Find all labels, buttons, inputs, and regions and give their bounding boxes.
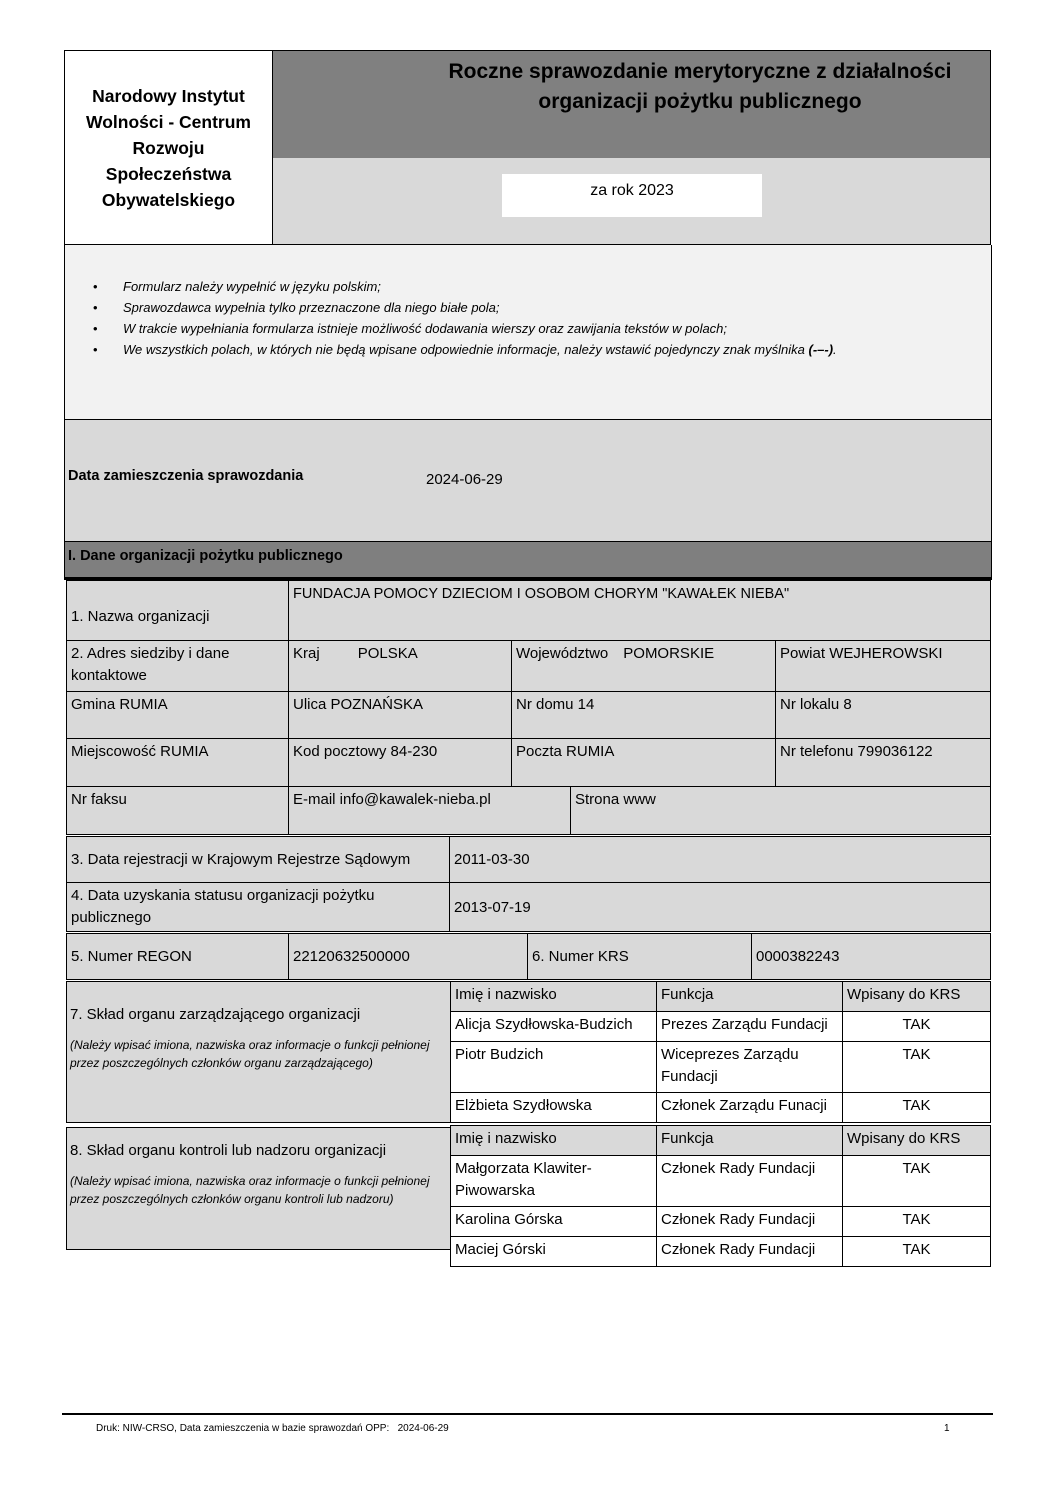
poczta-cell: Poczta RUMIA	[511, 738, 776, 787]
board-header-function: Funkcja	[656, 981, 843, 1012]
ulica-cell: Ulica POZNAŃSKA	[288, 691, 512, 739]
supervisory-row-krs: TAK	[842, 1206, 991, 1237]
krs-date-label: 3. Data rejestracji w Krajowym Rejestrze Sądowym	[66, 836, 450, 883]
supervisory-row-function: Członek Rady Fundacji	[656, 1206, 843, 1237]
nr-lokalu-cell: Nr lokalu 8	[775, 691, 991, 739]
board-row-krs: TAK	[842, 1011, 991, 1042]
krs-number-value: 0000382243	[751, 933, 991, 980]
instruction-item: • Sprawozdawca wypełnia tylko przeznaczone dla niego białe pola;	[123, 297, 991, 318]
footer-text: Druk: NIW-CRSO, Data zamieszczenia w bazie sprawozdań OPP: 2024-06-29	[96, 1423, 449, 1434]
board-label-cell	[66, 981, 451, 1123]
telefon-cell: Nr telefonu 799036122	[775, 738, 991, 787]
footer-rule	[62, 1413, 993, 1415]
supervisory-row-krs: TAK	[842, 1155, 991, 1207]
address-label: 2. Adres siedziby i dane kontaktowe	[66, 640, 289, 692]
board-row-name: Elżbieta Szydłowska	[450, 1092, 657, 1123]
kod-pocztowy-cell: Kod pocztowy 84-230	[288, 738, 512, 787]
supervisory-row-name: Karolina Górska	[450, 1206, 657, 1237]
nr-domu-cell: Nr domu 14	[511, 691, 776, 739]
publication-label: Data zamieszczenia sprawozdania	[68, 468, 304, 484]
instruction-end: .	[833, 342, 837, 357]
opp-date-label: 4. Data uzyskania statusu organizacji pożytku publicznego	[66, 882, 450, 932]
wojewodztwo-value: POMORSKIE	[623, 645, 715, 662]
instruction-item: • W trakcie wypełniania formularza istnieje możliwość dodawania wierszy oraz zawijania tekstów w polach;	[123, 318, 991, 339]
krs-date-value: 2011-03-30	[449, 836, 991, 883]
institution-box	[64, 50, 273, 245]
board-row-name: Alicja Szydłowska-Budzich	[450, 1011, 657, 1042]
year-field: za rok 2023	[502, 174, 762, 217]
publication-date: 2024-06-29	[426, 471, 503, 488]
kraj-value: POLSKA	[357, 645, 418, 662]
miejscowosc-cell: Miejscowość RUMIA	[66, 738, 289, 787]
board-row-name: Piotr Budzich	[450, 1041, 657, 1093]
instruction-item: • Formularz należy wypełnić w języku polskim;	[123, 276, 991, 297]
powiat-cell: Powiat WEJHEROWSKI	[775, 640, 991, 692]
board-row-function: Prezes Zarządu Fundacji	[656, 1011, 843, 1042]
supervisory-header-name: Imię i nazwisko	[450, 1125, 657, 1156]
opp-date-value: 2013-07-19	[449, 882, 991, 932]
supervisory-row-function: Członek Rady Fundacji	[656, 1155, 843, 1207]
instruction-item	[123, 339, 991, 360]
section-title: I. Dane organizacji pożytku publicznego	[64, 541, 992, 580]
regon-label: 5. Numer REGON	[66, 933, 289, 980]
wojewodztwo-label: Województwo	[516, 645, 609, 662]
supervisory-label-cell	[66, 1127, 451, 1250]
org-name-label: 1. Nazwa organizacji	[66, 580, 289, 641]
instruction-dash: (-–-)	[808, 342, 834, 357]
board-row-function: Wiceprezes Zarządu Fundacji	[656, 1041, 843, 1093]
www-cell: Strona www	[570, 786, 991, 835]
supervisory-header-function: Funkcja	[656, 1125, 843, 1156]
board-label: 7. Skład organu zarządzającego organizacji	[70, 1006, 361, 1023]
supervisory-row-function: Członek Rady Fundacji	[656, 1236, 843, 1267]
institution-name: Narodowy Instytut Wolności - Centrum Rozwoju Społeczeństwa Obywatelskiego	[86, 85, 251, 210]
supervisory-row-krs: TAK	[842, 1236, 991, 1267]
instructions-panel	[64, 245, 992, 420]
supervisory-row-name: Małgorzata Klawiter-Piwowarska	[450, 1155, 657, 1207]
instructions-list	[65, 276, 991, 360]
krs-number-label: 6. Numer KRS	[527, 933, 752, 980]
supervisory-row-name: Maciej Górski	[450, 1236, 657, 1267]
gmina-cell: Gmina RUMIA	[66, 691, 289, 739]
supervisory-label: 8. Skład organu kontroli lub nadzoru organizacji	[70, 1142, 387, 1159]
report-title: Roczne sprawozdanie merytoryczne z działalności organizacji pożytku publicznego	[448, 60, 952, 113]
regon-value: 22120632500000	[288, 933, 528, 980]
board-header-name: Imię i nazwisko	[450, 981, 657, 1012]
org-name-value: FUNDACJA POMOCY DZIECIOM I OSOBOM CHORYM "KAWAŁEK NIEBA"	[288, 580, 991, 641]
board-row-krs: TAK	[842, 1092, 991, 1123]
supervisory-header-krs: Wpisany do KRS	[842, 1125, 991, 1156]
board-row-krs: TAK	[842, 1041, 991, 1093]
kraj-label: Kraj	[293, 645, 320, 662]
board-row-function: Członek Zarządu Funacji	[656, 1092, 843, 1123]
supervisory-hint: (Należy wpisać imiona, nazwiska oraz informacje o funkcji pełnionej przez poszczególnych członków organu kontroli lub nadzoru)	[70, 1174, 430, 1206]
email-cell: E-mail info@kawalek-nieba.pl	[288, 786, 571, 835]
fax-cell: Nr faksu	[66, 786, 289, 835]
board-hint: (Należy wpisać imiona, nazwiska oraz informacje o funkcji pełnionej przez poszczególnych członków organu zarządzającego)	[70, 1038, 430, 1070]
page-number: 1	[944, 1423, 950, 1434]
wojewodztwo-cell	[511, 640, 776, 692]
board-header-krs: Wpisany do KRS	[842, 981, 991, 1012]
kraj-cell	[288, 640, 512, 692]
instruction-text: We wszystkich polach, w których nie będą wpisane odpowiednie informacje, należy wstawić pojedynczy znak myślnika	[123, 342, 805, 357]
